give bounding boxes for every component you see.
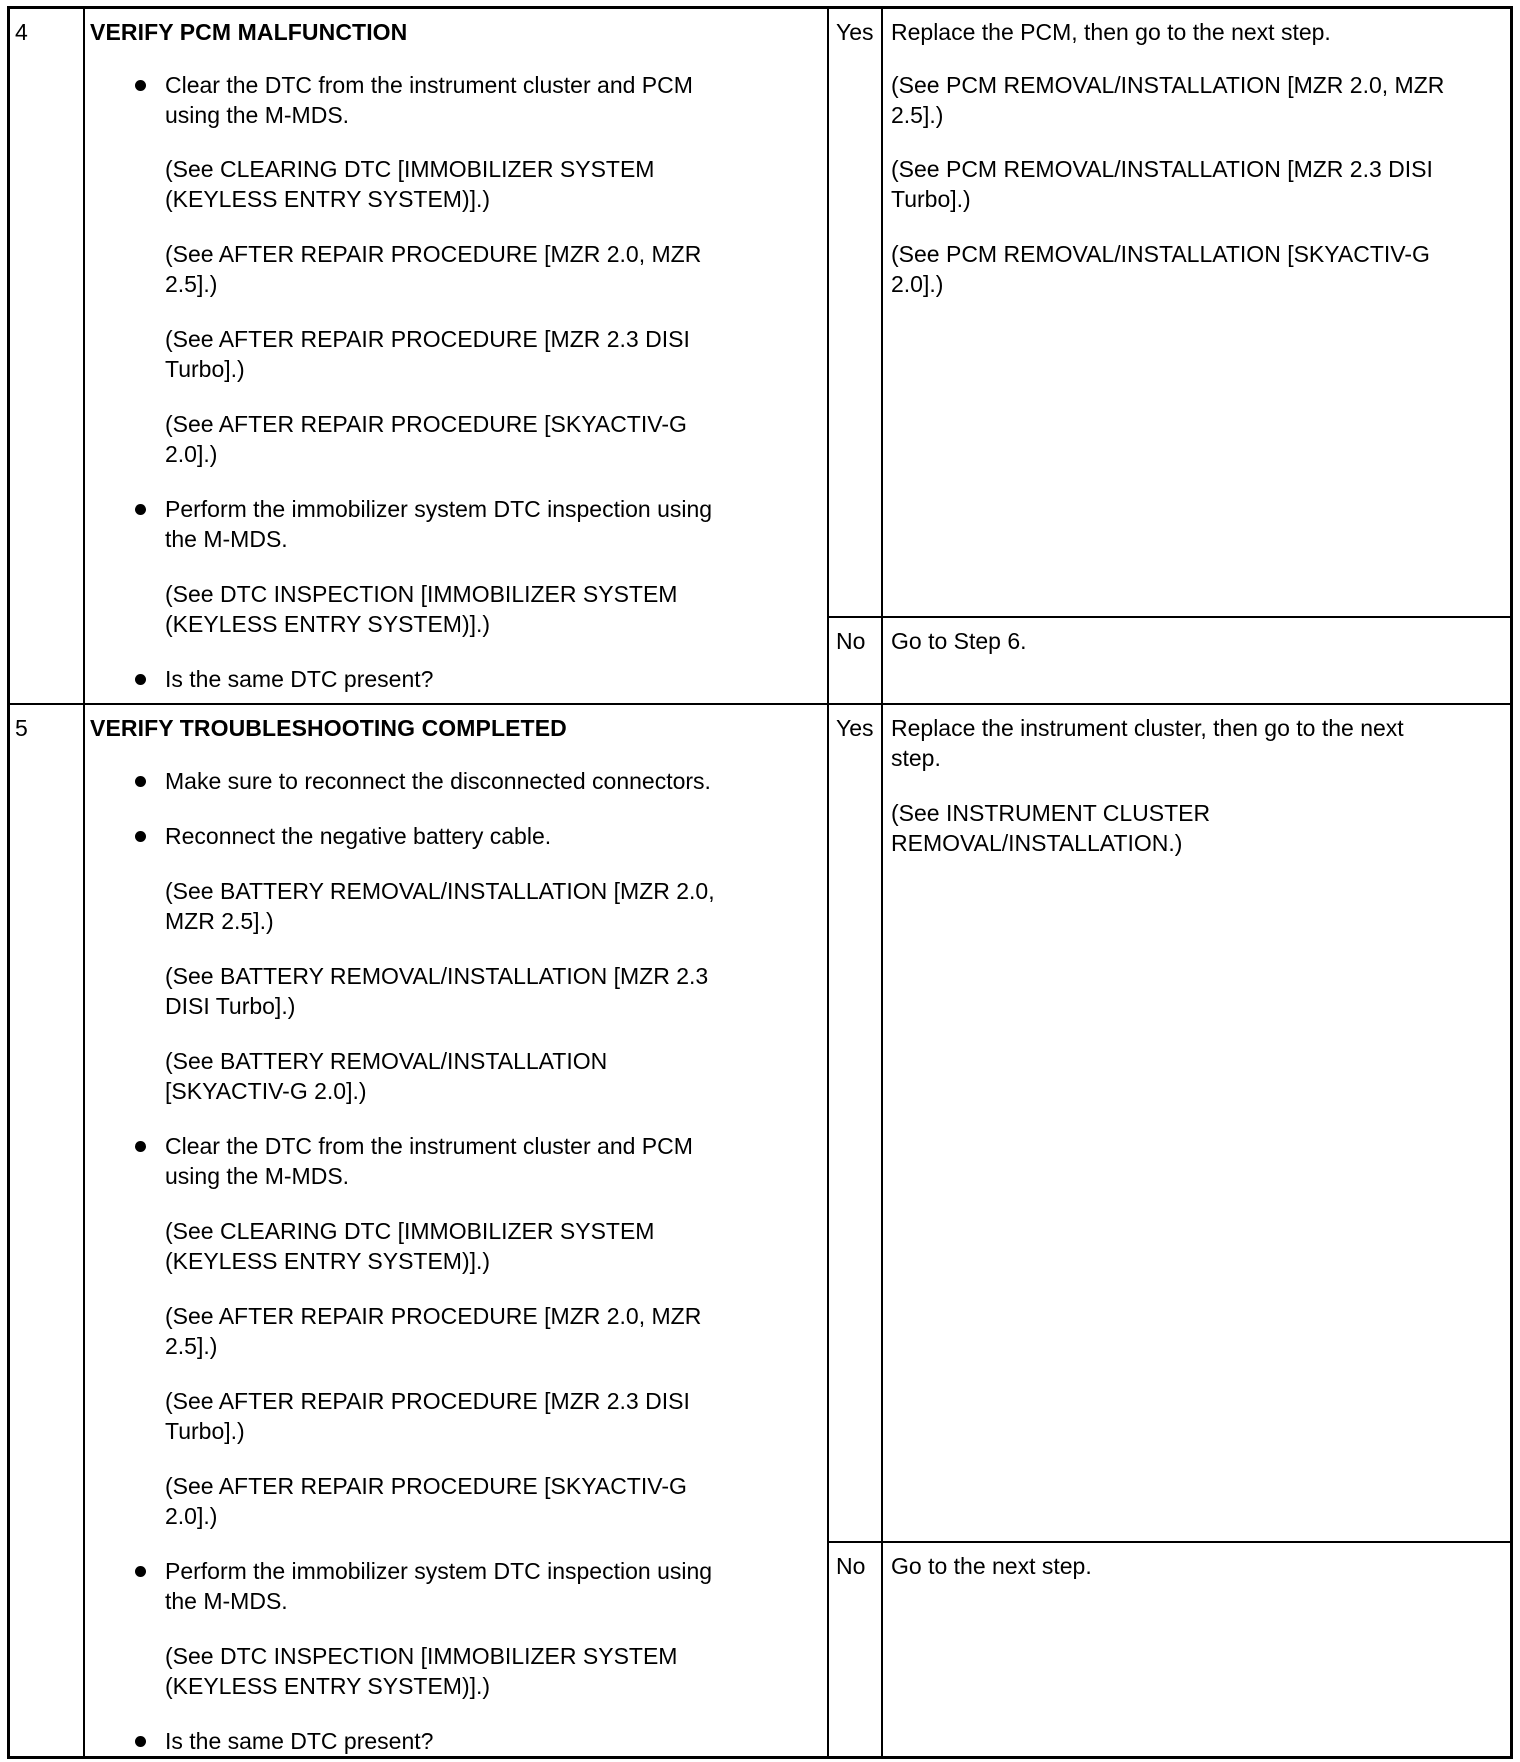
instruction-line: using the M-MDS. bbox=[165, 1163, 350, 1189]
question-line: Is the same DTC present? bbox=[165, 1728, 434, 1754]
reference-line: (See CLEARING DTC [IMMOBILIZER SYSTEM bbox=[165, 1218, 655, 1244]
instruction-line: Perform the immobilizer system DTC inspection using bbox=[165, 496, 713, 522]
yes-reference: (See INSTRUMENT CLUSTER bbox=[891, 800, 1211, 826]
reference-line: 2.0].) bbox=[165, 1503, 218, 1529]
yes-no-divider bbox=[827, 1541, 1510, 1543]
yes-reference: 2.5].) bbox=[891, 102, 944, 128]
step-title: VERIFY PCM MALFUNCTION bbox=[90, 19, 408, 45]
reference-line: Turbo].) bbox=[165, 356, 245, 382]
question-line: Is the same DTC present? bbox=[165, 666, 434, 692]
bullet-icon bbox=[135, 1736, 146, 1747]
instruction-line: Perform the immobilizer system DTC inspection using bbox=[165, 1558, 713, 1584]
yes-action: Replace the instrument cluster, then go to the next bbox=[891, 715, 1404, 741]
reference-line: 2.5].) bbox=[165, 1333, 218, 1359]
yes-action: step. bbox=[891, 745, 941, 771]
reference-line: 2.5].) bbox=[165, 271, 218, 297]
no-action: Go to the next step. bbox=[891, 1553, 1092, 1579]
instruction-line: Clear the DTC from the instrument cluster and PCM bbox=[165, 72, 693, 98]
reference-line: Turbo].) bbox=[165, 1418, 245, 1444]
column-divider bbox=[827, 9, 829, 1756]
bullet-icon bbox=[135, 776, 146, 787]
bullet-icon bbox=[135, 1141, 146, 1152]
reference-line: (See BATTERY REMOVAL/INSTALLATION [MZR 2.0, bbox=[165, 878, 715, 904]
troubleshooting-table bbox=[7, 6, 1513, 1759]
reference-line: (See AFTER REPAIR PROCEDURE [SKYACTIV-G bbox=[165, 411, 687, 437]
instruction-line: the M-MDS. bbox=[165, 526, 288, 552]
yes-action: Replace the PCM, then go to the next step. bbox=[891, 19, 1331, 45]
step-title: VERIFY TROUBLESHOOTING COMPLETED bbox=[90, 715, 567, 741]
bullet-icon bbox=[135, 80, 146, 91]
bullet-icon bbox=[135, 504, 146, 515]
instruction-line: using the M-MDS. bbox=[165, 102, 350, 128]
reference-line: (KEYLESS ENTRY SYSTEM)].) bbox=[165, 1673, 491, 1699]
reference-line: (See AFTER REPAIR PROCEDURE [MZR 2.0, MZR bbox=[165, 1303, 702, 1329]
reference-line: (See AFTER REPAIR PROCEDURE [MZR 2.3 DISI bbox=[165, 1388, 690, 1414]
yes-label: Yes bbox=[836, 715, 874, 741]
reference-line: (See DTC INSPECTION [IMMOBILIZER SYSTEM bbox=[165, 581, 678, 607]
instruction-line: Reconnect the negative battery cable. bbox=[165, 823, 552, 849]
reference-line: (KEYLESS ENTRY SYSTEM)].) bbox=[165, 611, 491, 637]
instruction-line: Clear the DTC from the instrument cluster and PCM bbox=[165, 1133, 693, 1159]
column-divider bbox=[881, 9, 883, 1756]
reference-line: (See BATTERY REMOVAL/INSTALLATION [MZR 2.3 bbox=[165, 963, 709, 989]
reference-line: (See DTC INSPECTION [IMMOBILIZER SYSTEM bbox=[165, 1643, 678, 1669]
instruction-line: Make sure to reconnect the disconnected connectors. bbox=[165, 768, 711, 794]
reference-line: (See AFTER REPAIR PROCEDURE [MZR 2.3 DISI bbox=[165, 326, 690, 352]
column-divider bbox=[83, 9, 85, 1756]
bullet-icon bbox=[135, 674, 146, 685]
reference-line: (See AFTER REPAIR PROCEDURE [MZR 2.0, MZR bbox=[165, 241, 702, 267]
reference-line: (See CLEARING DTC [IMMOBILIZER SYSTEM bbox=[165, 156, 655, 182]
yes-reference: (See PCM REMOVAL/INSTALLATION [SKYACTIV-G bbox=[891, 241, 1430, 267]
bullet-icon bbox=[135, 1566, 146, 1577]
bullet-icon bbox=[135, 831, 146, 842]
reference-line: (See BATTERY REMOVAL/INSTALLATION bbox=[165, 1048, 608, 1074]
yes-reference: (See PCM REMOVAL/INSTALLATION [MZR 2.3 DISI bbox=[891, 156, 1433, 182]
reference-line: DISI Turbo].) bbox=[165, 993, 296, 1019]
yes-reference: REMOVAL/INSTALLATION.) bbox=[891, 830, 1183, 856]
reference-line: [SKYACTIV-G 2.0].) bbox=[165, 1078, 367, 1104]
step-number: 4 bbox=[15, 19, 28, 45]
reference-line: 2.0].) bbox=[165, 441, 218, 467]
reference-line: MZR 2.5].) bbox=[165, 908, 274, 934]
yes-reference: (See PCM REMOVAL/INSTALLATION [MZR 2.0, MZR bbox=[891, 72, 1445, 98]
no-action: Go to Step 6. bbox=[891, 628, 1027, 654]
reference-line: (KEYLESS ENTRY SYSTEM)].) bbox=[165, 186, 491, 212]
yes-no-divider bbox=[827, 616, 1510, 618]
yes-reference: Turbo].) bbox=[891, 186, 971, 212]
yes-reference: 2.0].) bbox=[891, 271, 944, 297]
yes-label: Yes bbox=[836, 19, 874, 45]
instruction-line: the M-MDS. bbox=[165, 1588, 288, 1614]
step-number: 5 bbox=[15, 715, 28, 741]
row-divider bbox=[10, 703, 1510, 705]
no-label: No bbox=[836, 628, 866, 654]
no-label: No bbox=[836, 1553, 866, 1579]
reference-line: (See AFTER REPAIR PROCEDURE [SKYACTIV-G bbox=[165, 1473, 687, 1499]
reference-line: (KEYLESS ENTRY SYSTEM)].) bbox=[165, 1248, 491, 1274]
